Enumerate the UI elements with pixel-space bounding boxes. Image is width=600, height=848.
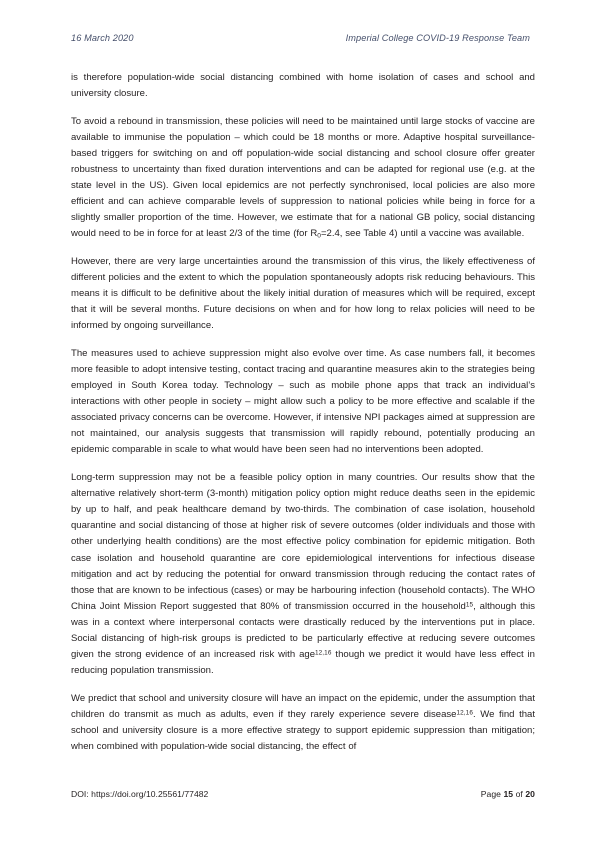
paragraph-continued-suppression: is therefore population-wide social distancing combined with home isolation of cases and school and university closure. (71, 72, 535, 100)
citation-reference-12-16: 12,16 (315, 649, 332, 657)
citation-reference-15: 15 (465, 601, 474, 609)
doi-label: DOI: (71, 789, 89, 799)
page-of-label: of (515, 789, 523, 799)
header-team-name: Imperial College COVID-19 Response Team (345, 33, 530, 43)
paragraph-long-term-suppression: Long-term suppression may not be a feasible policy option in many countries. Our results show that the alternative relatively short-term (3-month) mitigation policy option might reduce deaths seen in the epidemic by up to half, and peak healthcare demand by two-thirds. The combination of case isolation, household quarantine and social distancing of those at higher risk of severe outcomes (older individuals and those with other underlying health conditions) are the most effective policy combination for epidemic mitigation. Both case isolation and household quarantine are core epidemiological interventions for infectious disease mitigation and act by reducing the potential for onward transmission through reducing the contact rates of those that are known to be infectious (cases) or may be harbouring infection (household contacts). The WHO China Joint Mission Report suggested that 80% of transmission occurred in the household$^{15}$, although this was in a context where interpersonal contacts were drastically reduced by the interventions put in place. Social distancing of high-risk groups is predicted to be particularly effective at reducing severe outcomes given the strong evidence of an increased risk with age$^{12,16}$ though we predict it would have less effect in reducing population transmission. (71, 472, 535, 677)
doi-link[interactable]: https://doi.org/10.25561/77482 (91, 789, 209, 799)
header-date: 16 March 2020 (71, 33, 134, 43)
paragraph-measures-evolve: The measures used to achieve suppression might also evolve over time. As case numbers fall, it becomes more feasible to adopt intensive testing, contact tracing and quarantine measures akin to the strategies being employed in South Korea today. Technology – such as mobile phone apps that track an individual’s interactions with other people in society – might allow such a policy to be more effective and scalable if the associated privacy concerns can be overcome. However, if intensive NPI packages aimed at suppression are not maintained, our analysis suggests that transmission will rapidly rebound, potentially producing an epidemic comparable in scale to what would have been seen had no interventions been adopted. (71, 347, 535, 456)
total-page-count: 20 (525, 789, 535, 799)
r0-subscript: 0 (317, 232, 321, 240)
paragraph-school-closure: We predict that school and university closure will have an impact on the epidemic, under the assumption that children do transmit as much as adults, even if they rarely experience severe disease$^{12,16}$. We find that school and university closure is a more effective strategy to support epidemic suppression than mitigation; when combined with population-wide social distancing, the effect of (71, 692, 535, 753)
document-body (71, 70, 535, 755)
page-number-indicator (481, 789, 535, 799)
citation-reference-12-16-disease: 12,16 (456, 709, 473, 717)
doi-line (71, 789, 208, 799)
paragraph-rebound-vaccine: To avoid a rebound in transmission, these policies will need to be maintained until large stocks of vaccine are available to immunise the population – which could be 18 months or more. Adaptive hospital surveillance-based triggers for switching on and off population-wide social distancing and school closure offer greater robustness to uncertainty than fixed duration interventions and can be adapted for regional use (e.g. at the state level in the US). Given local epidemics are not perfectly synchronised, local policies are also more efficient and can achieve comparable levels of suppression to national policies while being in force for a slightly smaller proportion of the time. However, we estimate that for a national GB policy, social distancing would need to be in force for at least 2/3 of the time (for $R_0=2.4$, see Table 4) until a vaccine was available. (71, 115, 535, 240)
page-header (71, 33, 534, 43)
page-footer (71, 789, 535, 799)
page-prefix-label: Page (480, 789, 502, 799)
current-page-number: 15 (503, 789, 514, 799)
paragraph-uncertainties: However, there are very large uncertainties around the transmission of this virus, the likely effectiveness of different policies and the extent to which the population spontaneously adopts risk reducing behaviours. This means it is difficult to be definitive about the likely initial duration of measures which will be required, except that it will be several months. Future decisions on when and for how long to relax policies will need to be informed by ongoing surveillance. (71, 255, 535, 332)
